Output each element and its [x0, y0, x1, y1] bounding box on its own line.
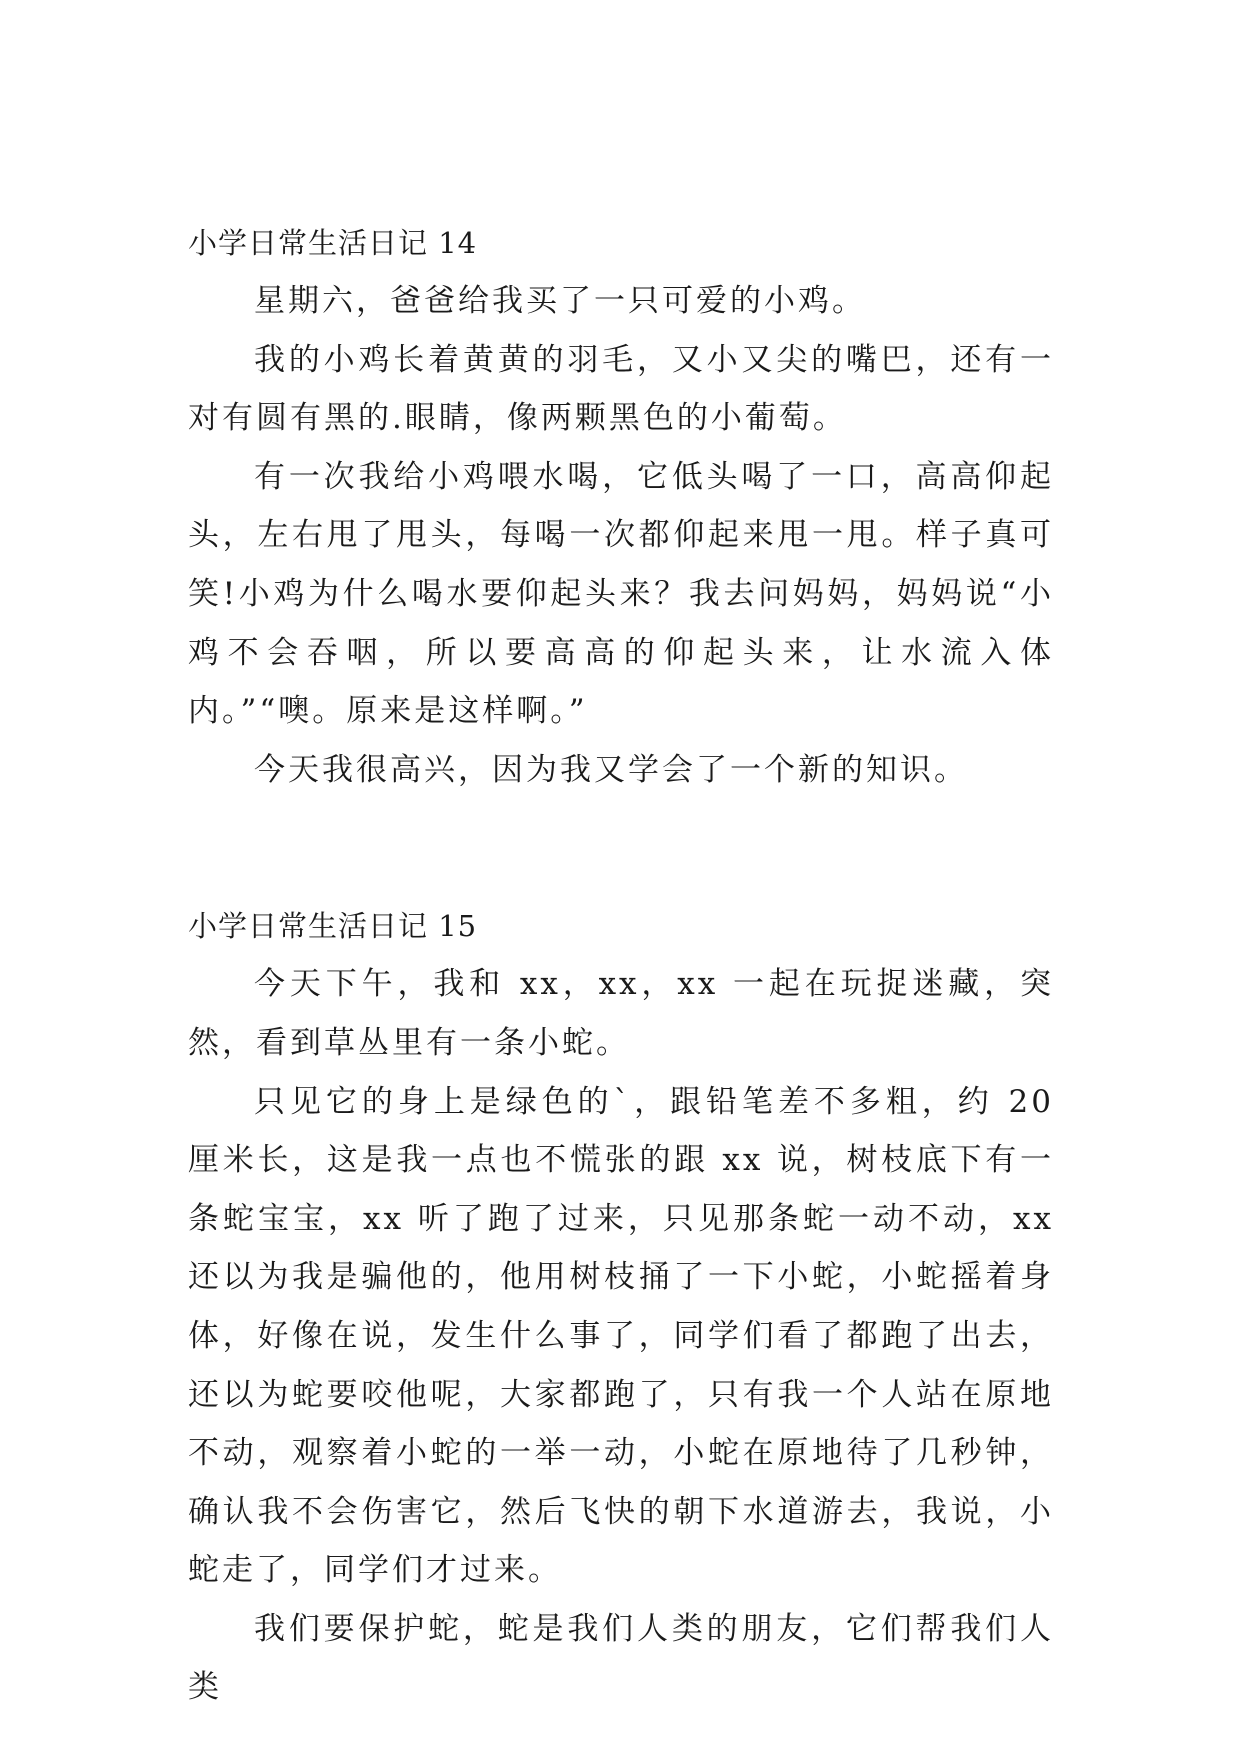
document-body [188, 214, 1054, 1717]
entry-title: 小学日常生活日记 15 [188, 909, 478, 944]
diary-entry-14 [188, 214, 1054, 799]
paragraph: 只见它的身上是绿色的`，跟铅笔差不多粗，约 20 厘米长，这是我一点也不慌张的跟 xx 说，树枝底下有一条蛇宝宝，xx 听了跑了过来，只见那条蛇一动不动，xx 还以为我是骗他的，他用树枝捅了一下小蛇，小蛇摇着身体，好像在说，发生什么事了，同学们看了都跑了出去，还以为蛇要咬他呢，大家都跑了，只有我一个人站在原地不动，观察着小蛇的一举一动，小蛇在原地待了几秒钟，确认我不会伤害它，然后飞快的朝下水道游去，我说，小蛇走了，同学们才过来。 [188, 1083, 1054, 1589]
entry-title: 小学日常生活日记 14 [188, 226, 478, 260]
paragraph: 有一次我给小鸡喂水喝，它低头喝了一口，高高仰起头，左右甩了甩头，每喝一次都仰起来甩一甩。样子真可笑!小鸡为什么喝水要仰起头来？我去问妈妈，妈妈说“小鸡不会吞咽，所以要高高的仰起头来，让水流入体内。”“噢。原来是这样啊。” [188, 458, 1054, 730]
paragraph: 今天我很高兴，因为我又学会了一个新的知识。 [254, 751, 968, 788]
diary-entry-15 [188, 897, 1054, 1717]
paragraph: 我们要保护蛇，蛇是我们人类的朋友，它们帮我们人类 [188, 1610, 1054, 1706]
paragraph: 今天下午，我和 xx，xx，xx 一起在玩捉迷藏，突然，看到草丛里有一条小蛇。 [188, 966, 1054, 1061]
paragraph: 星期六，爸爸给我买了一只可爱的小鸡。 [254, 283, 866, 319]
entry-spacer [188, 799, 1054, 897]
paragraph: 我的小鸡长着黄黄的羽毛，又小又尖的嘴巴，还有一对有圆有黑的.眼睛，像两颗黑色的小葡萄。 [188, 341, 1054, 437]
